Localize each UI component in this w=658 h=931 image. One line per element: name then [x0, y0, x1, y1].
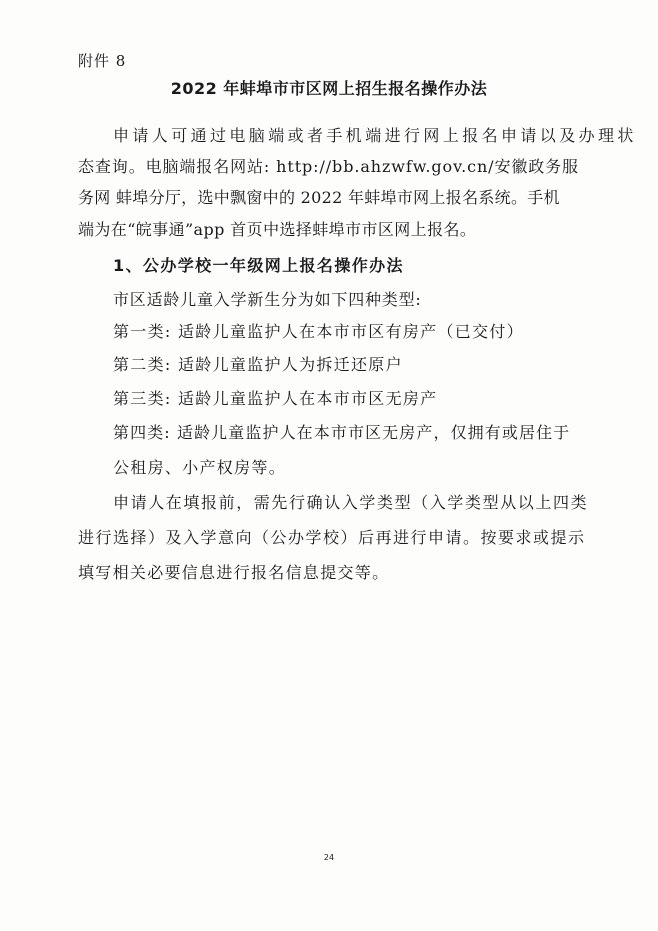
intro-line: 务网 蚌埠分厅，选中飘窗中的 2022 年蚌埠市网上报名系统。手机	[78, 188, 560, 207]
closing-line: 申请人在填报前，需先行确认入学类型（入学类型从以上四类	[113, 493, 589, 512]
page-number: 24	[323, 853, 335, 862]
closing-line: 进行选择）及入学意向（公办学校）后再进行申请。按要求或提示	[78, 528, 586, 547]
intro-line: 端为在“皖事通”app 首页中选择蚌埠市市区网上报名。	[78, 220, 477, 239]
section-heading: 1、公办学校一年级网上报名操作办法	[113, 256, 404, 275]
section-line: 第三类: 适龄儿童监护人在本市市区无房产	[113, 389, 438, 408]
attachment-label: 附件 8	[78, 52, 127, 70]
section-line: 公租房、小产权房等。	[113, 458, 287, 477]
section-line: 第二类: 适龄儿童监护人为拆迁还原户	[113, 355, 403, 374]
document-title: 2022 年蚌埠市市区网上招生报名操作办法	[170, 79, 488, 98]
closing-line: 填写相关必要信息进行报名信息提交等。	[78, 563, 390, 582]
section-line: 第四类: 适龄儿童监护人在本市市区无房产，仅拥有或居住于	[113, 423, 571, 442]
intro-line: 申请人可通过电脑端或者手机端进行网上报名申请以及办理状	[113, 126, 637, 145]
intro-line: 态查询。电脑端报名网站: http://bb.ahzwfw.gov.cn/安徽政务服	[78, 157, 579, 176]
section-line: 第一类: 适龄儿童监护人在本市市区有房产（已交付）	[113, 322, 524, 341]
section-line: 市区适龄儿童入学新生分为如下四种类型:	[113, 290, 422, 309]
